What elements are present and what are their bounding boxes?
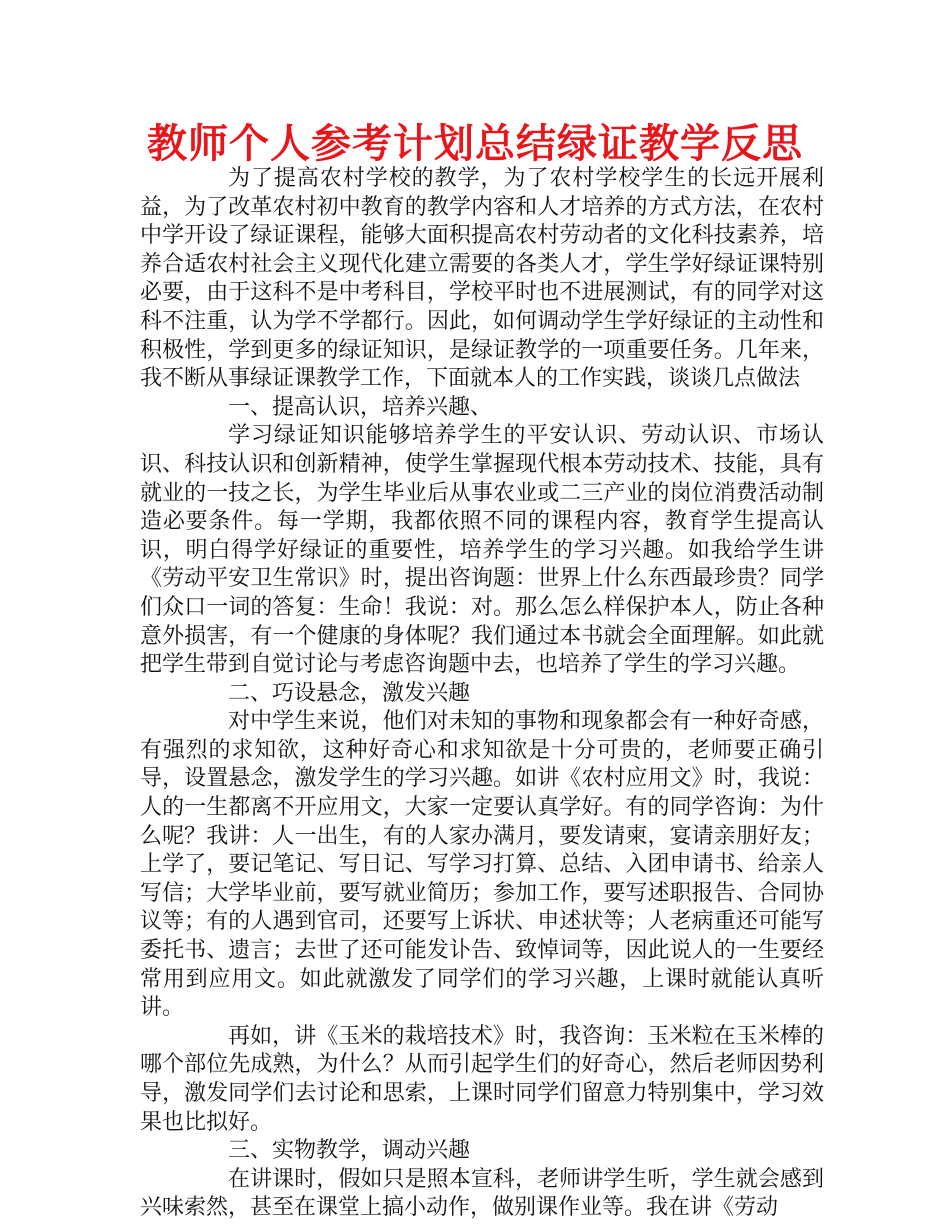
paragraph-intro: 为了提高农村学校的教学，为了农村学校学生的长远开展利益，为了改革农村初中教育的教学内容和人才培养的方式方法，在农村中学开设了绿证课程，能够大面积提高农村劳动者的文化科技素养，培养合适农村社会主义现代化建立需要的各类人才，学生学好绿证课特别必要，由于这科不是中考科目，学校平时也不进展测试，有的同学对这科不注重，认为学不学都行。因此，如何调动学生学好绿证的主动性和积极性，学到更多的绿证知识，是绿证教学的一项重要任务。几年来，我不断从事绿证课教学工作，下面就本人的工作实践，谈谈几点做法 xyxy=(140,166,824,392)
document-body xyxy=(140,165,824,1223)
document-title: 教师个人参考计划总结绿证教学反思 xyxy=(147,121,803,167)
paragraph-section-2a: 对中学生来说，他们对未知的事物和现象都会有一种好奇感，有强烈的求知欲，这种好奇心和求知欲是十分可贵的，老师要正确引导，设置悬念，激发学生的学习兴趣。如讲《农村应用文》时，我说：人的一生都离不开应用文，大家一定要认真学好。有的同学咨询：为什么呢？我讲：人一出生，有的人家办满月，要发请柬，宴请亲朋好友；上学了，要记笔记、写日记、写学习打算、总结、入团申请书、给亲人写信；大学毕业前，要写就业简历；参加工作，要写述职报告、合同协议等；有的人遇到官司，还要写上诉状、申述状等；人老病重还可能写委托书、遗言；去世了还可能发讣告、致悼词等，因此说人的一生要经常用到应用文。如此就激发了同学们的学习兴趣，上课时就能认真听讲。 xyxy=(140,709,824,1021)
paragraph-section-2b: 再如，讲《玉米的栽培技术》时，我咨询：玉米粒在玉米棒的哪个部位先成熟，为什么？从而引起学生们的好奇心，然后老师因势利导，激发同学们去讨论和思索，上课时同学们留意力特别集中，学习效果也比拟好。 xyxy=(140,1023,824,1135)
paragraph-section-1: 学习绿证知识能够培养学生的平安认识、劳动认识、市场认识、科技认识和创新精神，使学生掌握现代根本劳动技术、技能，具有就业的一技之长，为学生毕业后从事农业或二三产业的岗位消费活动制造必要条件。每一学期，我都依照不同的课程内容，教育学生提高认识，明白得学好绿证的重要性，培养学生的学习兴趣。如我给学生讲《劳动平安卫生常识》时，提出咨询题：世界上什么东西最珍贵？同学们众口一词的答复：生命！我说：对。那么怎么样保护本人，防止各种意外损害，有一个健康的身体呢？我们通过本书就会全面理解。如此就把学生带到自觉讨论与考虑咨询题中去，也培养了学生的学习兴趣。 xyxy=(140,423,824,678)
section-heading-2: 二、巧设悬念，激发兴趣 xyxy=(228,680,471,706)
section-heading-1: 一、提高认识，培养兴趣、 xyxy=(228,394,493,420)
section-heading-3: 三、实物教学，调动兴趣 xyxy=(228,1138,471,1164)
paragraph-section-3: 在讲课时，假如只是照本宣科，老师讲学生听，学生就会感到兴味索然，甚至在课堂上搞小动作，做别课作业等。我在讲《劳动 xyxy=(140,1166,824,1221)
